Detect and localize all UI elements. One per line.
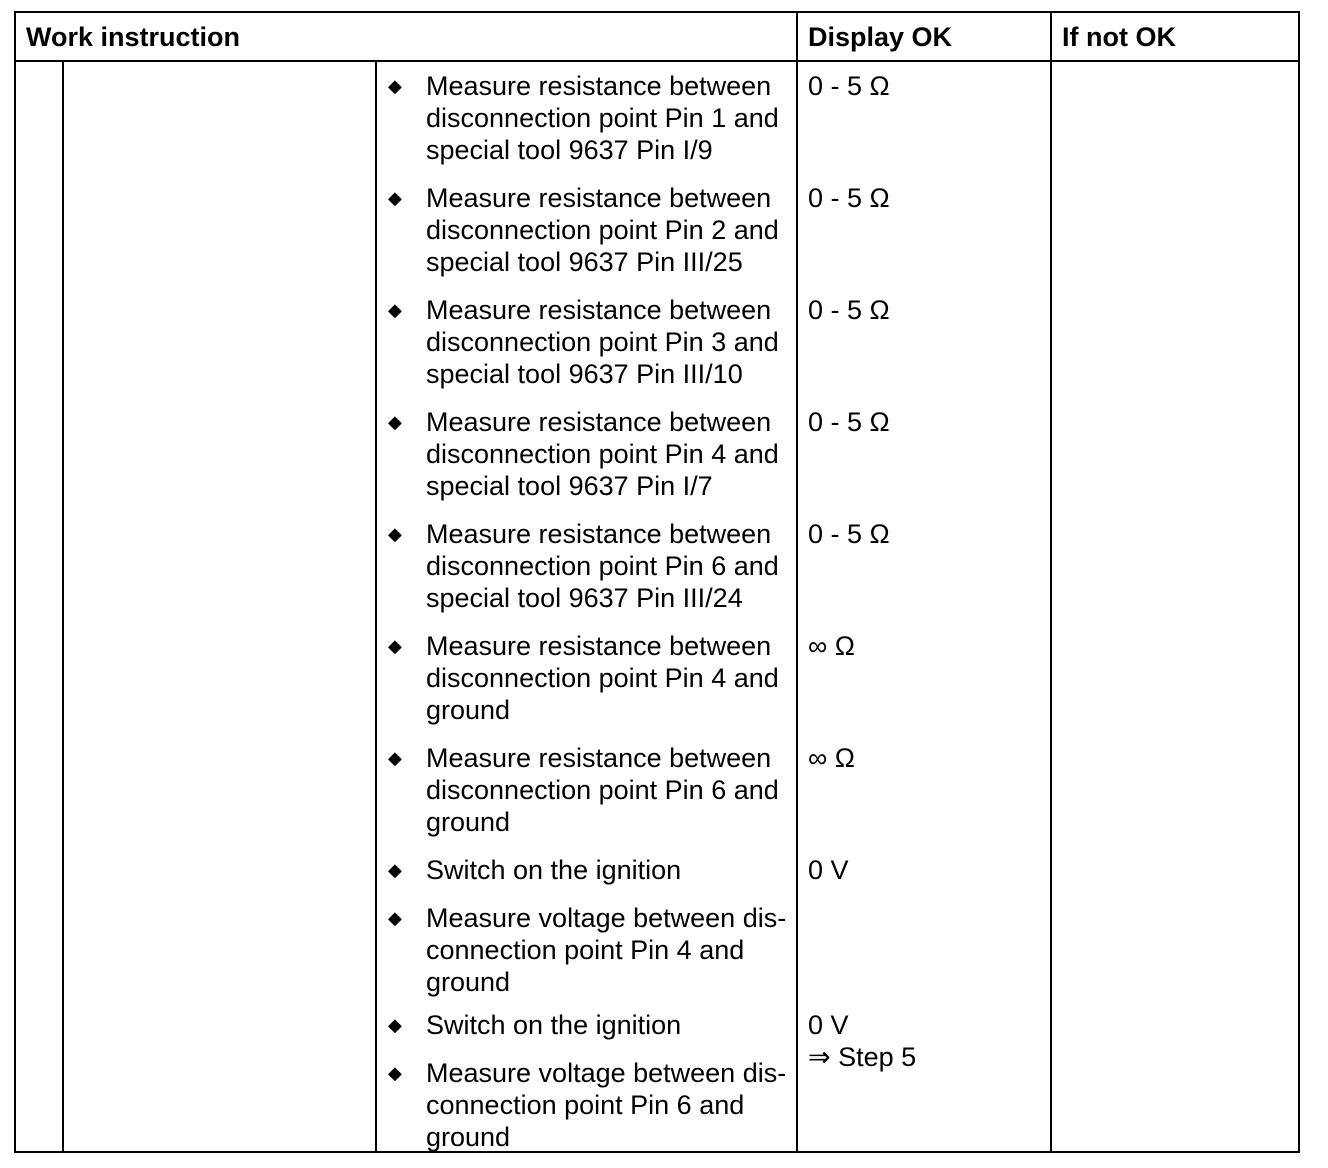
instruction-text: Measure resistance between disconnection point Pin 2 and special tool 9637 Pin III/25 xyxy=(426,183,779,277)
instruction-step xyxy=(388,182,798,278)
instruction-step xyxy=(388,630,798,726)
bullet-icon: ◆ xyxy=(388,300,402,320)
column-divider xyxy=(375,61,377,1151)
display-value: 0 - 5 Ω xyxy=(808,71,890,101)
instruction-step xyxy=(388,854,798,998)
bullet-icon: ◆ xyxy=(388,1063,402,1083)
bullet-icon: ◆ xyxy=(388,412,402,432)
instruction-step xyxy=(388,294,798,390)
work-instruction-table xyxy=(14,11,1300,1153)
header-work-instruction: Work instruction xyxy=(26,22,241,52)
column-divider xyxy=(62,61,64,1151)
display-value: ∞ Ω xyxy=(808,743,855,773)
instruction-step xyxy=(388,742,798,838)
instruction-text: Measure voltage between dis-connection point Pin 4 and ground xyxy=(426,903,787,997)
instruction-text: Switch on the ignition xyxy=(426,855,682,885)
instruction-text: Measure resistance between disconnection point Pin 4 and ground xyxy=(426,631,779,725)
instruction-substep xyxy=(388,902,798,998)
bullet-icon: ◆ xyxy=(388,188,402,208)
bullet-icon: ◆ xyxy=(388,1015,402,1035)
header-display-ok: Display OK xyxy=(808,22,953,52)
instruction-step xyxy=(388,70,798,166)
bullet-icon: ◆ xyxy=(388,636,402,656)
display-value: 0 V xyxy=(808,855,849,885)
bullet-icon: ◆ xyxy=(388,76,402,96)
header-if-not-ok: If not OK xyxy=(1062,22,1176,52)
display-cell xyxy=(808,1009,1058,1073)
display-value: 0 - 5 Ω xyxy=(808,519,890,549)
instruction-substep xyxy=(388,1057,798,1153)
display-value: 0 V xyxy=(808,1010,849,1040)
instruction-text: Switch on the ignition xyxy=(426,1010,682,1040)
bullet-icon: ◆ xyxy=(388,748,402,768)
bullet-icon: ◆ xyxy=(388,860,402,880)
instruction-text: Measure resistance between disconnection point Pin 3 and special tool 9637 Pin III/10 xyxy=(426,295,779,389)
bullet-icon: ◆ xyxy=(388,908,402,928)
instruction-step xyxy=(388,518,798,614)
instruction-text: Measure resistance between disconnection point Pin 6 and special tool 9637 Pin III/24 xyxy=(426,519,779,613)
display-value: ∞ Ω xyxy=(808,631,855,661)
display-value: 0 - 5 Ω xyxy=(808,183,890,213)
instruction-step xyxy=(388,1009,798,1153)
instruction-step xyxy=(388,406,798,502)
instruction-text: Measure resistance between disconnection point Pin 4 and special tool 9637 Pin I/7 xyxy=(426,407,779,501)
bullet-icon: ◆ xyxy=(388,524,402,544)
instruction-text: Measure resistance between disconnection point Pin 6 and ground xyxy=(426,743,779,837)
display-value: 0 - 5 Ω xyxy=(808,407,890,437)
next-step-reference: ⇒ Step 5 xyxy=(808,1042,917,1072)
display-value: 0 - 5 Ω xyxy=(808,295,890,325)
instruction-text: Measure resistance between disconnection point Pin 1 and special tool 9637 Pin I/9 xyxy=(426,71,779,165)
instruction-text: Measure voltage between dis-connection point Pin 6 and ground xyxy=(426,1058,787,1152)
